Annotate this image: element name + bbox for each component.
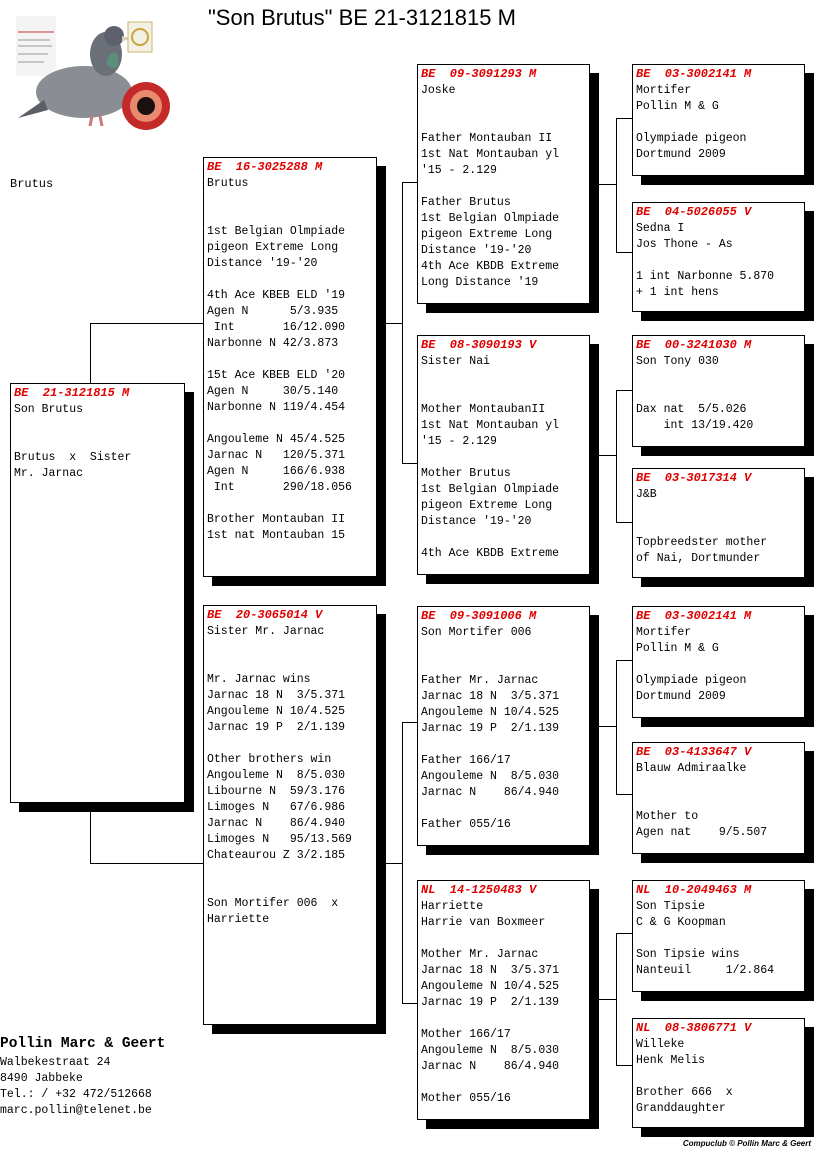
card-line: Jarnac 19 P 2/1.139 [421, 996, 560, 1009]
card-line [207, 496, 373, 512]
card-line: Father 055/16 [421, 818, 511, 831]
connector [90, 810, 91, 863]
ring-number: BE 03-3002141 M [636, 67, 752, 81]
card-line: Agen N 166/6.938 [207, 465, 346, 478]
card-line: Father Montauban II [421, 132, 553, 145]
card-line: Brutus [207, 177, 249, 190]
ring-number: BE 03-4133647 V [636, 745, 752, 759]
card-line [636, 503, 801, 519]
card-line: Distance '19-'20 [421, 244, 532, 257]
connector [616, 794, 633, 795]
connector [402, 182, 403, 464]
connector [385, 323, 402, 324]
card-line: 1st Belgian Olmpiade [207, 225, 346, 238]
connector [598, 455, 616, 456]
card-line: Olympiade pigeon [636, 132, 747, 145]
connector [90, 863, 204, 864]
ring-number: BE 09-3091006 M [421, 609, 537, 623]
connector [598, 726, 616, 727]
card-line: pigeon Extreme Long [207, 241, 339, 254]
card-line: Mother Mr. Jarnac [421, 948, 539, 961]
card-line [207, 192, 373, 208]
pedigree-card-sss [632, 64, 805, 176]
breeder-name: Pollin Marc & Geert [0, 1036, 166, 1052]
card-line: Int 290/18.056 [207, 481, 352, 494]
card-line: Jarnac N 120/5.371 [207, 449, 346, 462]
card-line: Narbonne N 42/3.873 [207, 337, 339, 350]
pedigree-card-subject [10, 383, 185, 803]
card-line: Mr. Jarnac [14, 467, 84, 480]
ring-number: BE 03-3017314 V [636, 471, 752, 485]
connector [616, 118, 633, 119]
card-line: Sister Mr. Jarnac [207, 625, 325, 638]
card-line: Harriette [421, 900, 484, 913]
card-line: Dax nat 5/5.026 [636, 403, 747, 416]
connector [616, 933, 633, 934]
ring-number: BE 03-3002141 M [636, 609, 752, 623]
card-line [421, 370, 586, 386]
card-line: Son Mortifer 006 [421, 626, 532, 639]
card-line: Jarnac N 86/4.940 [421, 786, 560, 799]
card-line: Mother Brutus [421, 467, 511, 480]
ring-number: NL 10-2049463 M [636, 883, 752, 897]
connector [616, 1065, 633, 1066]
card-line: Topbreedster mother [636, 536, 768, 549]
connector [598, 999, 616, 1000]
card-line: Son Tipsie wins [636, 948, 740, 961]
pedigree-card-dam-dam [417, 880, 590, 1120]
ring-number: BE 16-3025288 M [207, 160, 323, 174]
card-line: Granddaughter [636, 1102, 726, 1115]
card-line: Mortifer [636, 626, 692, 639]
card-line [207, 272, 373, 288]
card-line [636, 931, 801, 947]
card-line: Libourne N 59/3.176 [207, 785, 346, 798]
card-line: Limoges N 95/13.569 [207, 833, 352, 846]
card-line: of Nai, Dortmunder [636, 552, 761, 565]
card-line [207, 352, 373, 368]
card-line [14, 418, 181, 434]
card-line: Jarnac N 86/4.940 [421, 1060, 560, 1073]
card-line: pigeon Extreme Long [421, 499, 553, 512]
card-line [636, 519, 801, 535]
card-line: Harriette [207, 913, 270, 926]
pedigree-card-dam [203, 605, 377, 1025]
card-line [421, 99, 586, 115]
card-line: Jarnac N 86/4.940 [207, 817, 346, 830]
card-line: Father 166/17 [421, 754, 511, 767]
card-line: Henk Melis [636, 1054, 706, 1067]
card-line: Int 16/12.090 [207, 321, 346, 334]
card-line [636, 1069, 801, 1085]
card-line: Son Brutus [14, 403, 84, 416]
card-line [421, 386, 586, 402]
card-line: 1 int Narbonne 5.870 [636, 270, 775, 283]
connector [385, 863, 402, 864]
card-line: Son Mortifer 006 x [207, 897, 339, 910]
page-title: "Son Brutus" BE 21-3121815 M [208, 5, 516, 30]
connector [616, 522, 633, 523]
card-line [421, 1075, 586, 1091]
card-line: Sister Nai [421, 355, 491, 368]
card-line: Distance '19-'20 [421, 515, 532, 528]
card-line: Angouleme N 45/4.525 [207, 433, 346, 446]
card-line: Harrie van Boxmeer [421, 916, 546, 929]
card-line: Mortifer [636, 84, 692, 97]
card-line [207, 640, 373, 656]
card-line [421, 737, 586, 753]
card-line [207, 208, 373, 224]
connector [402, 463, 418, 464]
card-line: 4th Ace KBDB Extreme [421, 260, 560, 273]
card-line: + 1 int hens [636, 286, 719, 299]
card-line [421, 1011, 586, 1027]
card-line: Mother to [636, 810, 699, 823]
card-line [421, 657, 586, 673]
card-line: Jarnac 19 P 2/1.139 [421, 722, 560, 735]
pedigree-card-dam-sire [417, 606, 590, 846]
card-line: Angouleme N 8/5.030 [207, 769, 346, 782]
card-line: 1st Belgian Olmpiade [421, 483, 560, 496]
connector [402, 1003, 418, 1004]
pedigree-card-sds [632, 335, 805, 447]
card-line: Long Distance '19 [421, 276, 539, 289]
card-line: Agen N 30/5.140 [207, 385, 339, 398]
connector [402, 722, 418, 723]
card-line: Dortmund 2009 [636, 148, 726, 161]
connector [616, 933, 617, 1066]
card-line: C & G Koopman [636, 916, 726, 929]
ring-number: NL 08-3806771 V [636, 1021, 752, 1035]
card-line [14, 434, 181, 450]
card-line [207, 880, 373, 896]
card-line: J&B [636, 488, 657, 501]
card-line: Angouleme N 10/4.525 [421, 706, 560, 719]
pedigree-card-sdd [632, 468, 805, 578]
ring-number: BE 20-3065014 V [207, 608, 323, 622]
ring-number: NL 14-1250483 V [421, 883, 537, 897]
card-line: Mother 166/17 [421, 1028, 511, 1041]
connector [616, 118, 617, 253]
card-line: Mother 055/16 [421, 1092, 511, 1105]
card-line: Agen nat 9/5.507 [636, 826, 768, 839]
card-line: 1st nat Montauban 15 [207, 529, 346, 542]
card-line: 1st Nat Montauban yl [421, 148, 560, 161]
pedigree-card-dsd [632, 742, 805, 854]
card-line [636, 657, 801, 673]
card-line: 4th Ace KBDB Extreme [421, 547, 560, 560]
card-line: Nanteuil 1/2.864 [636, 964, 775, 977]
card-line: '15 - 2.129 [421, 435, 497, 448]
card-line [421, 931, 586, 947]
card-line: pigeon Extreme Long [421, 228, 553, 241]
ring-number: BE 00-3241030 M [636, 338, 752, 352]
card-line: Jarnac 19 P 2/1.139 [207, 721, 346, 734]
card-line: Agen N 5/3.935 [207, 305, 339, 318]
root-label: Brutus [10, 177, 54, 191]
pedigree-card-sire [203, 157, 377, 577]
connector [598, 184, 616, 185]
card-line: Olympiade pigeon [636, 674, 747, 687]
connector [616, 390, 633, 391]
breeder-city: 8490 Jabbeke [0, 1072, 83, 1085]
card-line [207, 656, 373, 672]
connector [90, 323, 91, 383]
card-line: int 13/19.420 [636, 419, 754, 432]
card-line [207, 416, 373, 432]
card-line [636, 115, 801, 131]
card-line: Father Mr. Jarnac [421, 674, 539, 687]
card-line [636, 370, 801, 386]
card-line: Dortmund 2009 [636, 690, 726, 703]
connector [402, 722, 403, 1004]
pedigree-card-ssd [632, 202, 805, 312]
pedigree-card-dds [632, 880, 805, 992]
card-line: Son Tony 030 [636, 355, 719, 368]
connector [90, 323, 204, 324]
card-line: Angouleme N 10/4.525 [421, 980, 560, 993]
card-line [207, 736, 373, 752]
pigeon-logo [14, 14, 174, 132]
card-line: Other brothers win [207, 753, 332, 766]
card-line: Angouleme N 10/4.525 [207, 705, 346, 718]
card-line: Jarnac 18 N 3/5.371 [421, 964, 560, 977]
card-line [421, 641, 586, 657]
connector [616, 660, 617, 795]
card-line: Limoges N 67/6.986 [207, 801, 346, 814]
card-line: Angouleme N 8/5.030 [421, 1044, 560, 1057]
card-line: Mother MontaubanII [421, 403, 546, 416]
pedigree-card-sire-sire [417, 64, 590, 304]
breeder-street: Walbekestraat 24 [0, 1056, 111, 1069]
card-line: Pollin M & G [636, 100, 719, 113]
card-line [636, 777, 801, 793]
connector [616, 390, 617, 523]
card-line: 1st Belgian Olmpiade [421, 212, 560, 225]
card-line: Angouleme N 8/5.030 [421, 770, 560, 783]
card-line: Pollin M & G [636, 642, 719, 655]
breeder-phone: Tel.: / +32 472/512668 [0, 1088, 152, 1101]
card-line: Distance '19-'20 [207, 257, 318, 270]
card-line: 4th Ace KBEB ELD '19 [207, 289, 346, 302]
card-line [421, 530, 586, 546]
pedigree-card-sire-dam [417, 335, 590, 575]
card-line: Jarnac 18 N 3/5.371 [421, 690, 560, 703]
card-line [636, 793, 801, 809]
card-line: Sedna I [636, 222, 685, 235]
card-line: Jos Thone - As [636, 238, 733, 251]
card-line [636, 386, 801, 402]
card-line: Brutus x Sister [14, 451, 132, 464]
connector [616, 660, 633, 661]
card-line: Blauw Admiraalke [636, 762, 747, 775]
card-line: Narbonne N 119/4.454 [207, 401, 346, 414]
card-line: Son Tipsie [636, 900, 706, 913]
card-line: 1st Nat Montauban yl [421, 419, 560, 432]
card-line: Brother Montauban II [207, 513, 346, 526]
card-line: Chateaurou Z 3/2.185 [207, 849, 346, 862]
card-line: Joske [421, 84, 456, 97]
card-line [636, 253, 801, 269]
card-line [421, 450, 586, 466]
ring-number: BE 08-3090193 V [421, 338, 537, 352]
card-line: Mr. Jarnac wins [207, 673, 311, 686]
card-line: '15 - 2.129 [421, 164, 497, 177]
connector [402, 182, 418, 183]
card-line [421, 179, 586, 195]
card-line: Father Brutus [421, 196, 511, 209]
pedigree-card-ddd [632, 1018, 805, 1128]
card-line: 15t Ace KBEB ELD '20 [207, 369, 346, 382]
card-line [421, 115, 586, 131]
card-line: Jarnac 18 N 3/5.371 [207, 689, 346, 702]
breeder-info [0, 1035, 165, 1119]
connector [616, 252, 633, 253]
card-line: Brother 666 x [636, 1086, 733, 1099]
ring-number: BE 09-3091293 M [421, 67, 537, 81]
ring-number: BE 21-3121815 M [14, 386, 130, 400]
pedigree-card-dss [632, 606, 805, 718]
ring-number: BE 04-5026055 V [636, 205, 752, 219]
breeder-email[interactable]: marc.pollin@telenet.be [0, 1104, 152, 1117]
copyright: Compuclub © Pollin Marc & Geert [682, 1139, 811, 1148]
card-line: Willeke [636, 1038, 685, 1051]
card-line [421, 801, 586, 817]
card-line [207, 864, 373, 880]
